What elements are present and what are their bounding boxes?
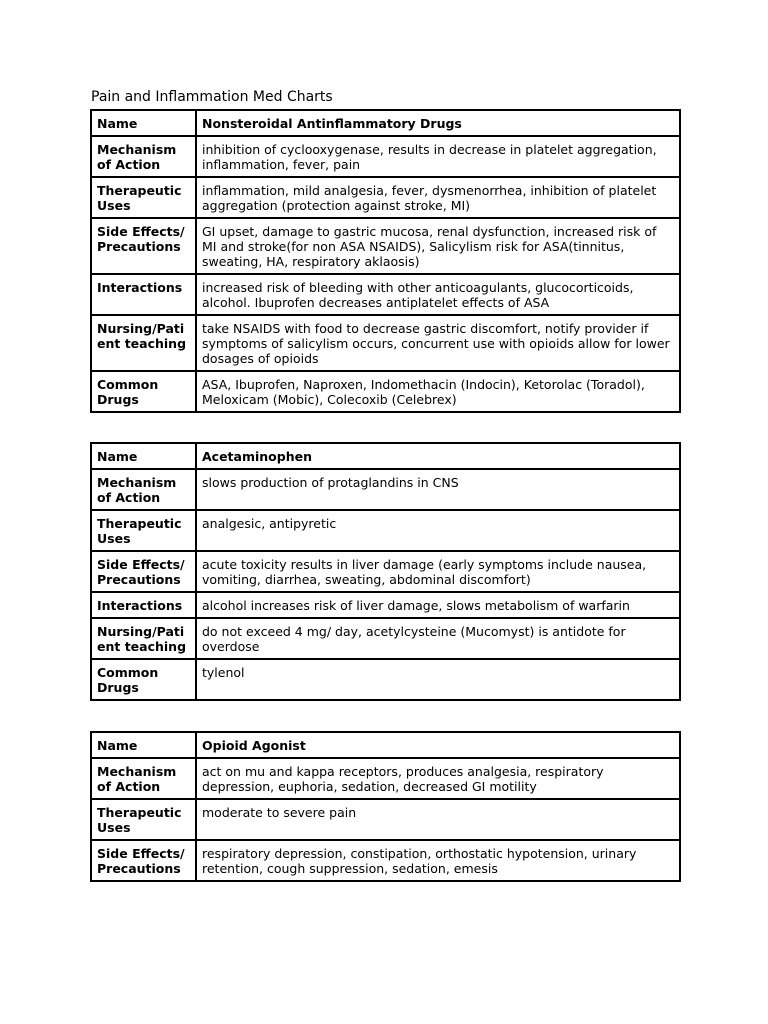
- table-row: [91, 371, 680, 412]
- table-row: [91, 732, 680, 758]
- mechanism-value: slows production of protaglandins in CNS: [196, 469, 680, 510]
- drug-class-name: Opioid Agonist: [196, 732, 680, 758]
- table-row: [91, 218, 680, 274]
- common-drugs-value: tylenol: [196, 659, 680, 700]
- acetaminophen-med-chart: [90, 442, 681, 701]
- side-effects-value: acute toxicity results in liver damage (early symptoms include nausea, vomiting, diarrhea, sweating, abdominal discomfort): [196, 551, 680, 592]
- row-label-common-drugs: Common Drugs: [91, 659, 196, 700]
- table-row: [91, 510, 680, 551]
- nursing-teaching-value: take NSAIDS with food to decrease gastric discomfort, notify provider if symptoms of salicylism occurs, concurrent use with opioids allow for lower dosages of opioids: [196, 315, 680, 371]
- nsaid-med-chart: [90, 109, 681, 413]
- table-row: [91, 136, 680, 177]
- row-label-common-drugs: Common Drugs: [91, 371, 196, 412]
- row-label-side-effects: Side Effects/ Precautions: [91, 218, 196, 274]
- row-label-name: Name: [91, 443, 196, 469]
- document-title: Pain and Inflammation Med Charts: [91, 89, 333, 105]
- therapeutic-uses-value: moderate to severe pain: [196, 799, 680, 840]
- mechanism-value: inhibition of cyclooxygenase, results in decrease in platelet aggregation, inflammation, fever, pain: [196, 136, 680, 177]
- row-label-therapeutic-uses: Therapeutic Uses: [91, 177, 196, 218]
- table-row: [91, 110, 680, 136]
- row-label-mechanism: Mechanism of Action: [91, 469, 196, 510]
- table-row: [91, 443, 680, 469]
- row-label-side-effects: Side Effects/ Precautions: [91, 840, 196, 881]
- row-label-name: Name: [91, 732, 196, 758]
- nursing-teaching-value: do not exceed 4 mg/ day, acetylcysteine (Mucomyst) is antidote for overdose: [196, 618, 680, 659]
- row-label-interactions: Interactions: [91, 274, 196, 315]
- mechanism-value: act on mu and kappa receptors, produces analgesia, respiratory depression, euphoria, sedation, decreased GI motility: [196, 758, 680, 799]
- table-row: [91, 551, 680, 592]
- row-label-name: Name: [91, 110, 196, 136]
- therapeutic-uses-value: inflammation, mild analgesia, fever, dysmenorrhea, inhibition of platelet aggregation (protection against stroke, MI): [196, 177, 680, 218]
- row-label-mechanism: Mechanism of Action: [91, 758, 196, 799]
- table-row: [91, 799, 680, 840]
- table-row: [91, 177, 680, 218]
- table-row: [91, 315, 680, 371]
- drug-class-name: Acetaminophen: [196, 443, 680, 469]
- row-label-therapeutic-uses: Therapeutic Uses: [91, 510, 196, 551]
- row-label-side-effects: Side Effects/ Precautions: [91, 551, 196, 592]
- table-row: [91, 469, 680, 510]
- table-row: [91, 659, 680, 700]
- row-label-nursing-teaching: Nursing/Patient teaching: [91, 618, 196, 659]
- row-label-interactions: Interactions: [91, 592, 196, 618]
- therapeutic-uses-value: analgesic, antipyretic: [196, 510, 680, 551]
- drug-class-name: Nonsteroidal Antinflammatory Drugs: [196, 110, 680, 136]
- table-row: [91, 840, 680, 881]
- interactions-value: alcohol increases risk of liver damage, slows metabolism of warfarin: [196, 592, 680, 618]
- table-row: [91, 592, 680, 618]
- side-effects-value: respiratory depression, constipation, orthostatic hypotension, urinary retention, cough suppression, sedation, emesis: [196, 840, 680, 881]
- side-effects-value: GI upset, damage to gastric mucosa, renal dysfunction, increased risk of MI and stroke(for non ASA NSAIDS), Salicylism risk for ASA(tinnitus, sweating, HA, respiratory aklaosis): [196, 218, 680, 274]
- table-row: [91, 758, 680, 799]
- row-label-therapeutic-uses: Therapeutic Uses: [91, 799, 196, 840]
- common-drugs-value: ASA, Ibuprofen, Naproxen, Indomethacin (Indocin), Ketorolac (Toradol), Meloxicam (Mobic), Colecoxib (Celebrex): [196, 371, 680, 412]
- opioid-agonist-med-chart: [90, 731, 681, 882]
- interactions-value: increased risk of bleeding with other anticoagulants, glucocorticoids, alcohol. Ibuprofen decreases antiplatelet effects of ASA: [196, 274, 680, 315]
- row-label-nursing-teaching: Nursing/Patient teaching: [91, 315, 196, 371]
- table-row: [91, 274, 680, 315]
- row-label-mechanism: Mechanism of Action: [91, 136, 196, 177]
- table-row: [91, 618, 680, 659]
